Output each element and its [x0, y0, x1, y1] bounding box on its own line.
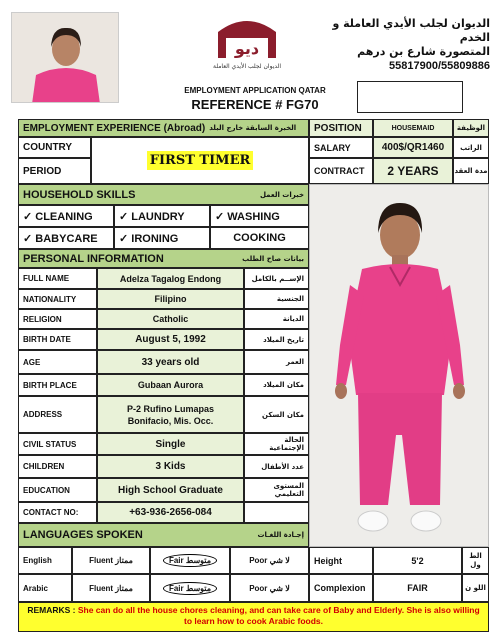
language-fair-selected: Fair متوسط — [163, 582, 217, 595]
office-name: الديوان لجلب الأيدي العاملة و الخدم — [332, 17, 490, 44]
first-timer-highlight: FIRST TIMER — [147, 151, 254, 170]
skill-cleaning: ✓ CLEANING — [18, 205, 114, 227]
language-fluent: Fluent ممتاز — [72, 574, 150, 602]
position-label: POSITION — [309, 119, 373, 137]
language-fair-cell — [150, 574, 230, 602]
skills-label: HOUSEHOLD SKILLS — [23, 188, 136, 201]
row-label: CHILDREN — [18, 455, 97, 478]
country-label: COUNTRY — [18, 137, 91, 158]
remarks-box — [18, 602, 489, 632]
row-label: EDUCATION — [18, 478, 97, 502]
row-label: RELIGION — [18, 309, 97, 329]
language-fluent: Fluent ممتاز — [72, 547, 150, 574]
contract-label-ar: مدة العقد — [453, 158, 489, 184]
height-value: 5'2 — [373, 547, 462, 574]
row-label-ar: العمر — [244, 350, 309, 374]
skill-cooking: COOKING — [210, 227, 309, 249]
row-label: BIRTH DATE — [18, 329, 97, 350]
row-label-ar: عدد الأطفال — [244, 455, 309, 478]
row-value: Single — [97, 433, 244, 455]
experience-label: EMPLOYMENT EXPERIENCE (Abroad) — [23, 122, 206, 134]
complexion-label: Complexion — [309, 574, 373, 602]
remarks-text: She can do all the house chores cleaning, and can take care of Baby and Elderly. She is also willing to learn how to cook Arabic foods. — [77, 605, 480, 626]
complexion-value: FAIR — [373, 574, 462, 602]
row-label-ar: الإســم بالكامل — [244, 268, 309, 289]
skill-ironing: ✓ IRONING — [114, 227, 210, 249]
applicant-photo-full — [309, 184, 489, 547]
row-label: AGE — [18, 350, 97, 374]
row-label: FULL NAME — [18, 268, 97, 289]
svg-text:ديو: ديو — [234, 39, 260, 58]
row-label: CIVIL STATUS — [18, 433, 97, 455]
row-value: Filipino — [97, 289, 244, 309]
experience-label-ar: الخبرة السابقة خارج البلد — [209, 124, 297, 132]
company-logo — [208, 10, 286, 80]
row-value: August 5, 1992 — [97, 329, 244, 350]
language-name: Arabic — [18, 574, 72, 602]
language-fair-cell — [150, 547, 230, 574]
personal-header — [18, 249, 309, 268]
row-label-ar: الديانة — [244, 309, 309, 329]
language-name: English — [18, 547, 72, 574]
row-label-ar: الحالة الإجتماعية — [244, 433, 309, 455]
svg-text:الديوان لجلب الأيدي العاملة: الديوان لجلب الأيدي العاملة — [212, 63, 282, 70]
row-label-ar — [244, 502, 309, 523]
skill-laundry: ✓ LAUNDRY — [114, 205, 210, 227]
row-value: Catholic — [97, 309, 244, 329]
row-label: ADDRESS — [18, 396, 97, 433]
row-label-ar: الجنسية — [244, 289, 309, 309]
applicant-photo-small — [11, 12, 119, 103]
row-label-ar: تاريخ الميلاد — [244, 329, 309, 350]
contract-value: 2 YEARS — [373, 158, 453, 184]
reference-number: REFERENCE # FG70 — [191, 97, 319, 112]
languages-label: LANGUAGES SPOKEN — [23, 529, 143, 541]
row-label: CONTACT NO: — [18, 502, 97, 523]
experience-value-cell — [91, 137, 309, 184]
language-poor: Poor لا شي — [230, 574, 309, 602]
skills-header — [18, 184, 309, 205]
row-label: BIRTH PLACE — [18, 374, 97, 396]
office-phones: 55817900/55809886 — [389, 60, 490, 72]
remarks-label: REMARKS : — [27, 605, 76, 615]
row-value: 33 years old — [97, 350, 244, 374]
salary-value: 400$/QR1460 — [373, 137, 453, 158]
reference-box — [357, 81, 463, 113]
skill-washing: ✓ WASHING — [210, 205, 309, 227]
row-value: P-2 Rufino Lumapas Bonifacio, Mis. Occ. — [97, 396, 244, 433]
row-label: NATIONALITY — [18, 289, 97, 309]
complexion-label-ar: اللو ن — [462, 574, 489, 602]
row-value: 3 Kids — [97, 455, 244, 478]
height-label-ar: الط ول — [462, 547, 489, 574]
experience-header — [18, 119, 309, 137]
row-value: Adelza Tagalog Endong — [97, 268, 244, 289]
office-address: المتصورة شارع بن درهم — [357, 45, 490, 58]
row-label-ar: مكان الميلاد — [244, 374, 309, 396]
language-fair-selected: Fair متوسط — [163, 554, 217, 567]
application-title: EMPLOYMENT APPLICATION QATAR — [184, 86, 326, 95]
row-label-ar: مكان السكن — [244, 396, 309, 433]
position-value: HOUSEMAID — [373, 119, 453, 137]
personal-label: PERSONAL INFORMATION — [23, 252, 164, 265]
row-label-ar: المستوى التعليمي — [244, 478, 309, 502]
skill-babycare: ✓ BABYCARE — [18, 227, 114, 249]
position-label-ar: الوظيفة — [453, 119, 489, 137]
office-info — [300, 17, 490, 73]
row-value: High School Graduate — [97, 478, 244, 502]
period-label: PERIOD — [18, 158, 91, 184]
languages-label-ar: إجـادة اللغـات — [257, 531, 304, 539]
height-label: Height — [309, 547, 373, 574]
salary-label-ar: الراتب — [453, 137, 489, 158]
contract-label: CONTRACT — [309, 158, 373, 184]
languages-header — [18, 523, 309, 547]
row-value: Gubaan Aurora — [97, 374, 244, 396]
language-poor: Poor لا شي — [230, 547, 309, 574]
salary-label: SALARY — [309, 137, 373, 158]
personal-label-ar: بيانات صاح الطلب — [242, 254, 304, 263]
row-value: +63-936-2656-084 — [97, 502, 244, 523]
skills-label-ar: خبرات العمل — [259, 190, 304, 199]
